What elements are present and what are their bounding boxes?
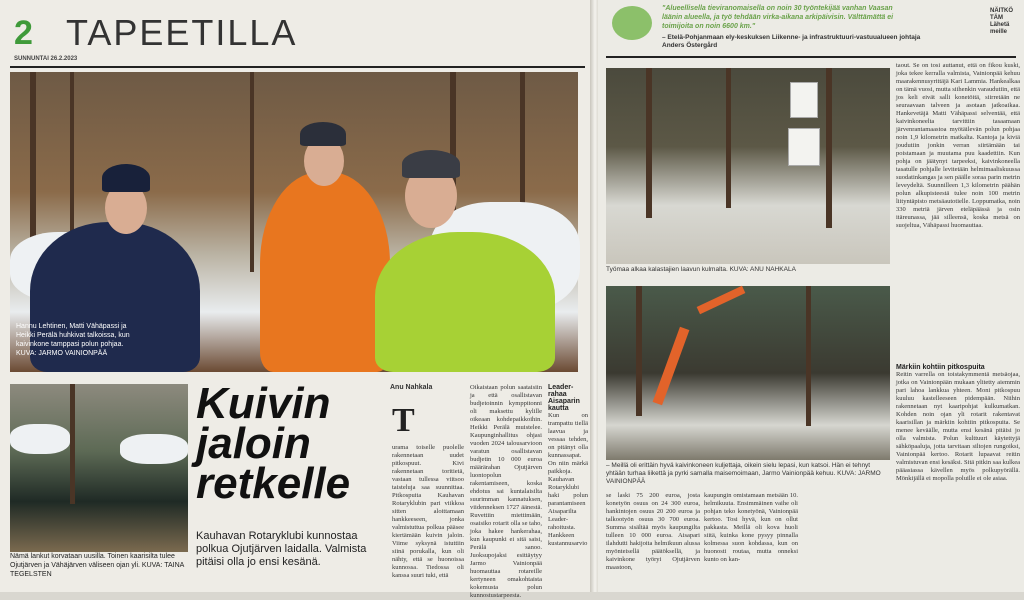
tree-trunk [636,286,642,416]
caption-text: Työmaa alkaa kalastajien laavun kulmalta. [606,266,728,273]
caption-text: Hannu Lehtinen, Matti Vähäpassi ja Heikki Perälä huhkivat talkoissa, kun kaivinkone tamppasi polun pohjaa. [16,323,130,348]
person-matti [260,172,390,372]
right-article-column: taout. Se on tosi auttanut, että on fikou kuski, joka tekee kerralla valmista, Vainionpää kehuu maarakennusyrittäjä Kari Lammia. Hankealkaa on tämä vuosi, mutta siihenkin varaudutiin, että jos keli eivät salli konetöitä, siirretään ne seuraavaan talveen ja asotaan jatkoaikaa. Hankevetäjä Matti Vähäpassi selventää, että kaivinkoneelta tarvittiin tasaamaan järvenrantamaastoa myötäilevän polun pohjaa noin 1,9 kilometrin matkalta. Kantoja ja kiviä joudutiin jonkin verran siirtämään tai poistamaan ja muutama puu kaadettiin. Kun pohja on jäätynyt tarpeeksi, kaivinkoneella tasatulle pohjalle levitetään helmimaaliskuussa suodatinkangas ja sen päälle soraa parin metrin leveydeltä. Suunnilleen 1,3 kilometrin päähän polun alkupisteestä tulee noin 100 metrin liityntäpisto metsäautotielle. Loppumatka, noin 330 metriä järven eteläpäässä ja osin itäreunassa, jää silleensä, koska metsä on suojeltua, Vähäpassi huomauttaa. [896,62,1020,229]
knit-hat [402,150,460,178]
bottom-column-1: se laski 75 200 euroa, josta konetyön osuus on 24 300 euroa, hankintojen osuus 20 200 euroa ja talkootyön osuus 30 700 euroa. Summa sisältää myös kaupungilta tulleen 10 000 euroa. Aisapari ilahdutti hakijoita helmikuun alussa myönteisellä päätöksellä, ja kaivinkone työryi Ojutjärven maastoon, [606,492,700,571]
deck: Kauhavan Rotaryklubi kunnostaa polkua Ojutjärven laidalla. Valmista pitäisi olla jo ensi kesänä. [196,530,367,568]
notice-sign [790,82,818,118]
masthead-snippet: NÄITKÖ TÄM Lähetä meille [990,8,1013,35]
right-photo-worksite [606,68,890,264]
photo2-caption [606,462,890,486]
snow-patch [10,424,70,454]
knit-hat [102,164,150,192]
small-photo [10,384,188,552]
main-photo-caption [16,322,136,358]
snow-patch [120,434,188,464]
drop-cap: T [392,402,415,439]
speech-bubble-icon [612,6,652,40]
tree-trunk [806,286,811,426]
person-heikki [375,232,555,372]
photo-credit: KUVA: JARMO VAINIONPÄÄ [16,350,108,357]
pull-quote: "Alueellisella tieviranomaisella on noin 30 työntekijää vanhan Vaasan läänin alueella, ja työ tehdään virka-aikana arkipäivisin. Välttämättä ei toimijoita on noin 6600 km." [662,5,894,30]
quote-attribution: – Etelä-Pohjanmaan ely-keskuksen Liikenne- ja infrastruktuuri-vastuualueen johtaja Anders Östergård [662,34,921,49]
caption-text: Nämä lankut korvataan uusilla. Toinen kaarisilta tulee Ojutjärven ja Vähäjärven väliseen ojan yli. [10,553,175,569]
section-title: TAPEETILLA [66,12,298,53]
right-newspaper-page [598,0,1024,592]
photo1-caption [606,266,890,274]
main-photo [10,72,578,372]
subheading: Märkiin kohtiin pitkospuita [896,364,985,371]
header-rule [606,56,1016,58]
subheading: Leader-rahaa Aisaparin kautta [548,384,580,412]
tree-trunk [250,72,254,272]
small-photo-caption [10,552,188,579]
tree-trunk [726,68,731,208]
page-number: 2 [14,14,33,52]
caption-text: – Meillä oli erittäin hyvä kaivinkoneen kuljettaja, oikein sielu lepasi, kun katsoi. Hän ei tehnyt yhtään turhaa liikettä ja pyrki samalla maisemoimaan, Jarmo Vainionpää kehuu. [606,462,871,477]
right-article-column-b [896,364,1020,588]
dateline: SUNNUNTAI 26.2.2023 [14,56,78,62]
tree-trunk [826,68,832,228]
photo-credit: KUVA: ANU NAHKALA [729,266,796,273]
knit-hat [300,122,346,146]
bottom-column-2: kaupungin omistamaan metsään 10. helmikuuta. Ensimmäinen vaihe oli pohjan teko konetyönä, Vainionpää kertoo. Tosi hyvä, kun on ollut pakkasta. Meillä oli kova huoli siitä, kuinka kone pysyy pinnalla kolmessa suon kohdassa, kun on huonosti routaa, mutta onneksi kunto on kan- [704,492,798,563]
article-column-1: urama toiselle puolelle rakennetaan uudet pitkospuut. Kivi rakennetaan toritietä, vastaan tullessa viitsoo taisteluja saa suunnittaa. Pitkospuita Kauhavan Rotaryklubin pari viikkoa sitten aloittamaan hankkeeseen, jonka valmistuttua polkua pääsee kiertämään kuivin jaloin. Viime syksynä istuttiin siinä porukalla, kun oli nähty, että se huonoissa kunnossa. Tiedossa oli kanssa suuri tuki, että [392,444,464,579]
right-photo-excavator [606,286,890,460]
byline: Anu Nahkala [390,384,433,391]
column-text: Reitin varrella on toistakymmentä metsäojaa, jotka on Vainionpään mukaan ylitetty aiemmin pari lahoa lankkua yhteen. Moni pitkospuu kuuluu kastelleeseen pidempään. Niihin rakennetaan nyt kaaripohjat kulkumatkan. Kohden noin ojan yli rotarit rakentavat kaarisillan ja märkiin kohtiin pitkospuita. Se menee keväälle, mutta ensi kesänä pitäisi jo olla valmista. Polun kulttuuri käytettyjä sähköpaaluja, jotta tarvitaan siltojen rungoiksi, Vainionpää kertoo. Rotarit lupaavat reitin valmistuvan ensi kesäksi. Sitä pitkin saa kulkea pääasiassa kävellen myös polkupyörällä. Mönkijällä ei mopolla poluille ei ole asiaa. [896,371,1020,482]
tree-trunk [70,384,75,504]
header-rule [10,66,585,68]
column-text: Kun on trampattu tiellä laavua ja vessaa tehden, on pitänyt olla kunnassapat. On niin märkä paikkoja. Kauhavan Rotaryklubi haki polun parantamiseen Aisaparilta Leader-rahoitusta. Hankkeen kustannusarvio [548,412,588,547]
article-column-3 [548,384,588,584]
article-column-2: Oikaistaan polun saataisiin ja että osallistavan budjetoinnin kymppitonni oli maksettu kylille oikeaan kohdepaikkoihin. Heikki Perälä muistelee. Kaupunginhallitus ohjasi vuoden 2024 talousarvioon varatun osallistavan budjetin 10 000 euroa määrärahan Ojutjärven luontopolun rakentamiseen, koska ehdotus sai kuntalaisilta suurimman kannatuksen, viidenneksen 1727 äänestä. Ruvettiin miettimään, osaisiko rotarit olla se taho, joka hakee hankerahaa, kun kaupunki ei sitä saisi, Perälä sanoo. Juoksupojaksi esittäytyy Jarmo Vainionpää huomauttaa rotareille kertyneen omakohtaista kokemusta polun kunnostustarpeesta. [470,384,542,599]
warning-sign [788,128,820,166]
photo-credit: KUVA: TAINA TEGELSTEN [10,562,184,578]
headline: Kuivin jaloin retkelle [196,379,351,508]
tree-trunk [646,68,652,218]
excavator-boom [697,286,746,314]
excavator-arm [653,327,690,406]
photo-credit: KUVA: JARMO VAINIONPÄÄ [606,470,881,485]
